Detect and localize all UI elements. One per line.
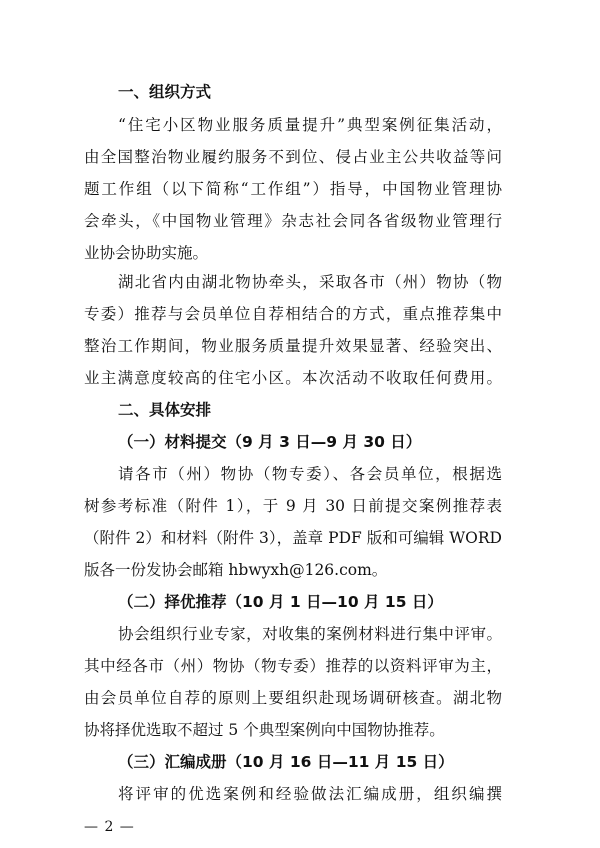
page-number: — 2 —: [84, 819, 135, 835]
paragraph-line: 业协会协助实施。: [84, 244, 209, 262]
paragraph-line: 树参考标准（附件 1），于 9 月 30 日前提交案例推荐表: [84, 497, 502, 515]
paragraph-line: 专委）推荐与会员单位自荐相结合的方式，重点推荐集中: [84, 305, 502, 323]
paragraph-line: 其中经各市（州）物协（物专委）推荐的以资料评审为主，: [84, 657, 502, 675]
paragraph-line: 业主满意度较高的住宅小区。本次活动不收取任何费用。: [84, 369, 502, 387]
paragraph-line: 请各市（州）物协（物专委）、各会员单位，根据选: [118, 465, 502, 483]
paragraph-line: 整治工作期间，物业服务质量提升效果显著、经验突出、: [84, 337, 502, 355]
paragraph-line: 湖北省内由湖北物协牵头，采取各市（州）物协（物: [118, 273, 502, 291]
paragraph-line: 协会组织行业专家，对收集的案例材料进行集中评审。: [118, 625, 502, 643]
subsection-heading-compilation: （三）汇编成册（10 月 16 日—11 月 15 日）: [118, 753, 454, 771]
section-heading-organization: 一、组织方式: [118, 83, 212, 101]
paragraph-line: 协将择优选取不超过 5 个典型案例向中国物协推荐。: [84, 721, 445, 739]
paragraph-line: 由会员单位自荐的原则上要组织赴现场调研核查。湖北物: [84, 689, 502, 707]
subsection-heading-recommendation: （二）择优推荐（10 月 1 日—10 月 15 日）: [118, 593, 443, 611]
paragraph-line-email: 版各一份发协会邮箱 hbwyxh@126.com。: [84, 561, 388, 579]
section-heading-arrangement: 二、具体安排: [118, 401, 212, 419]
paragraph-line: 题工作组（以下简称“工作组”）指导，中国物业管理协: [84, 180, 502, 198]
paragraph-line: 由全国整治物业履约服务不到位、侵占业主公共收益等问: [84, 148, 502, 166]
paragraph-line: 会牵头，《中国物业管理》杂志社会同各省级物业管理行: [84, 212, 502, 230]
paragraph-line: （附件 2）和材料（附件 3），盖章 PDF 版和可编辑 WORD: [84, 529, 502, 547]
paragraph-line: “住宅小区物业服务质量提升”典型案例征集活动，: [118, 116, 502, 134]
paragraph-line: 将评审的优选案例和经验做法汇编成册，组织编撰: [118, 785, 502, 803]
subsection-heading-submission: （一）材料提交（9 月 3 日—9 月 30 日）: [118, 433, 422, 451]
